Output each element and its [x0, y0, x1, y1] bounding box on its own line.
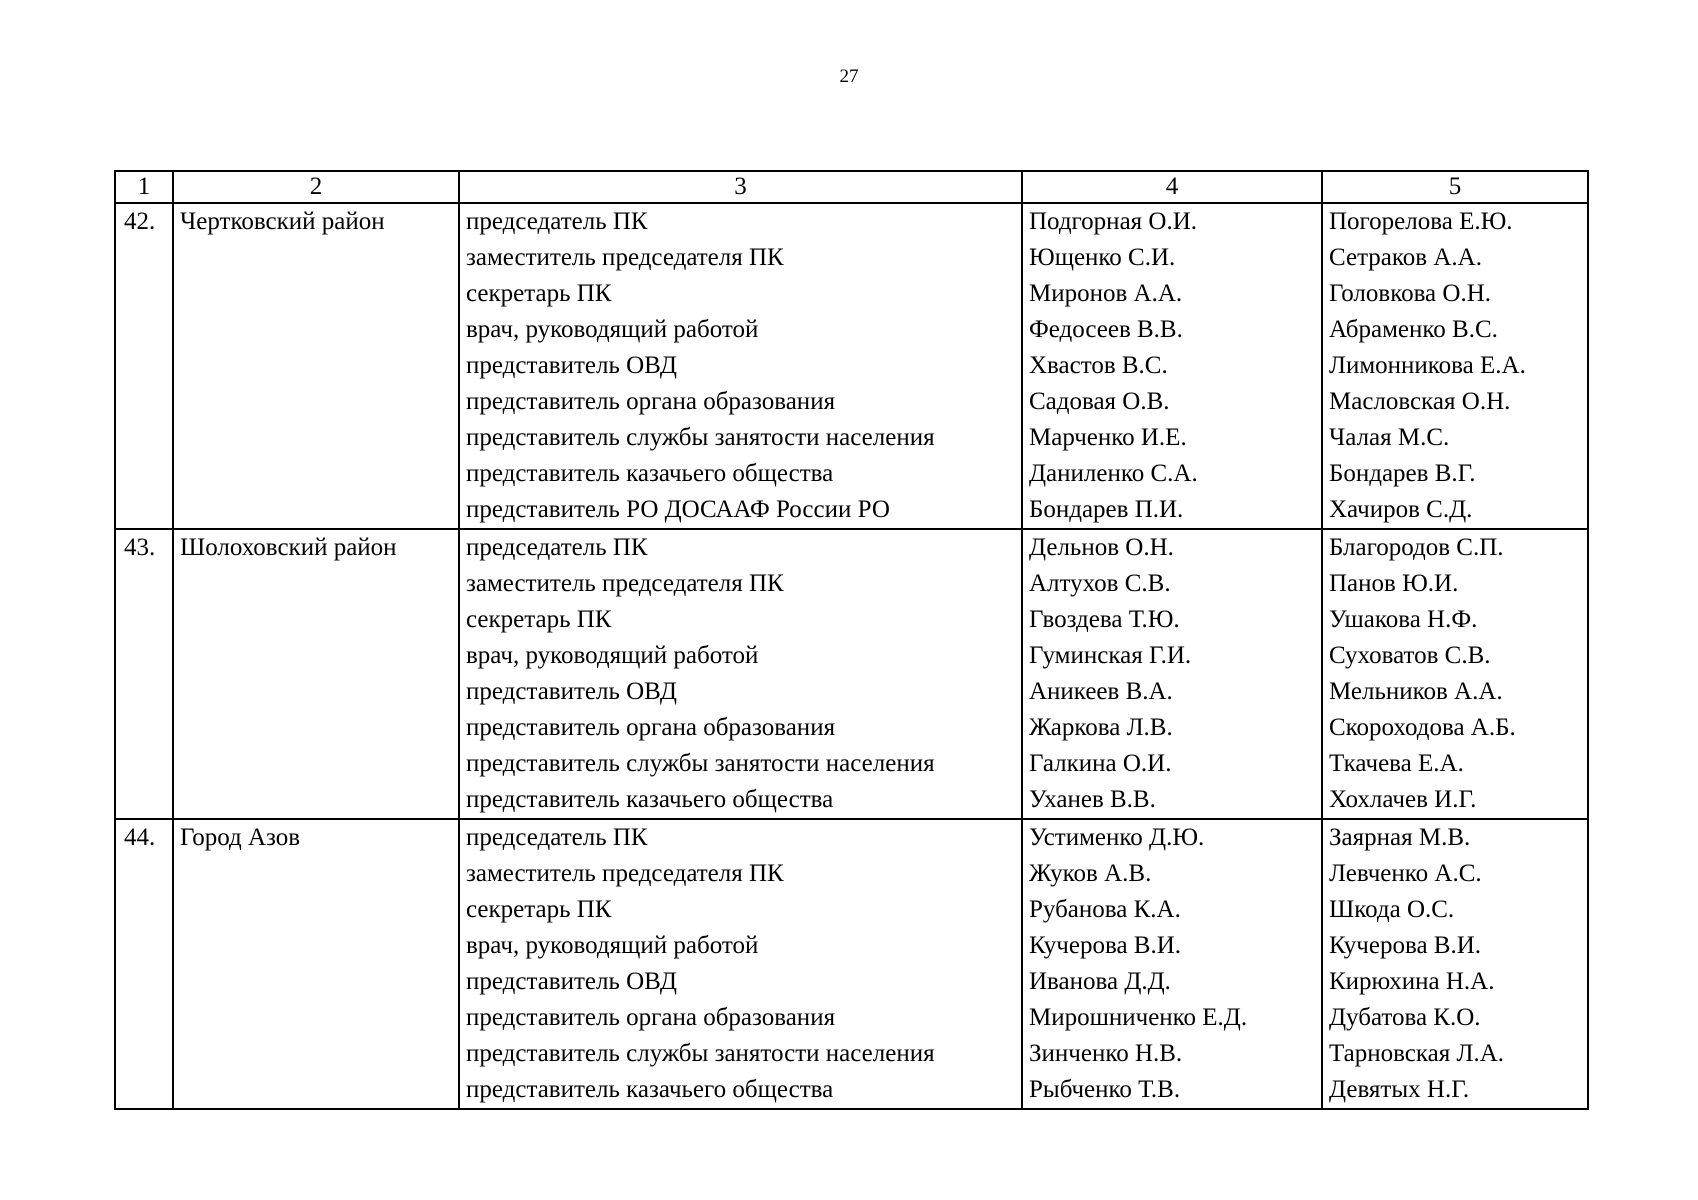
- table-row: [115, 203, 1588, 529]
- reserve-member-name: Головкова О.Н.: [1329, 280, 1492, 307]
- roles-cell: [459, 203, 1022, 529]
- role-label: представитель казачьего общества: [466, 1076, 834, 1103]
- reserve-member-name: Девятых Н.Г.: [1329, 1076, 1470, 1103]
- member-name: Рыбченко Т.В.: [1029, 1076, 1181, 1103]
- member-name: Бондарев П.И.: [1029, 496, 1184, 523]
- member-name: Садовая О.В.: [1029, 388, 1170, 415]
- role-label: представитель РО ДОСААФ России РО: [466, 496, 890, 523]
- row-number-cell: [115, 529, 173, 819]
- member-name: Зинченко Н.В.: [1029, 1040, 1183, 1067]
- reserve-member-name: Чалая М.С.: [1329, 424, 1450, 451]
- reserve-members-cell: [1322, 819, 1588, 1109]
- role-label: секретарь ПК: [466, 896, 612, 923]
- role-label: представитель службы занятости населения: [466, 424, 935, 451]
- member-name: Иванова Д.Д.: [1029, 968, 1171, 995]
- reserve-member-name: Благородов С.П.: [1329, 534, 1504, 561]
- role-label: заместитель председателя ПК: [466, 570, 784, 597]
- member-name: Гвоздева Т.Ю.: [1029, 606, 1180, 633]
- role-label: представитель ОВД: [466, 968, 677, 995]
- role-label: председатель ПК: [466, 534, 648, 561]
- member-name: Хвастов В.С.: [1029, 352, 1168, 379]
- reserve-member-name: Скороходова А.Б.: [1329, 714, 1516, 741]
- reserve-member-name: Шкода О.С.: [1329, 896, 1455, 923]
- member-name: Жуков А.В.: [1029, 860, 1152, 887]
- role-label: представитель казачьего общества: [466, 460, 834, 487]
- role-label: заместитель председателя ПК: [466, 244, 784, 271]
- members-cell: [1022, 819, 1322, 1109]
- table-row: [115, 819, 1588, 1109]
- reserve-member-name: Погорелова Е.Ю.: [1329, 208, 1513, 235]
- member-name: Алтухов С.В.: [1029, 570, 1171, 597]
- member-name: Устименко Д.Ю.: [1029, 824, 1205, 851]
- member-name: Дельнов О.Н.: [1029, 534, 1174, 561]
- role-label: врач, руководящий работой: [466, 932, 759, 959]
- member-name: Гуминская Г.И.: [1029, 642, 1192, 669]
- roles-cell: [459, 819, 1022, 1109]
- reserve-members-cell: [1322, 203, 1588, 529]
- role-label: представитель органа образования: [466, 1004, 836, 1031]
- row-number: 43.: [124, 534, 156, 561]
- member-name: Даниленко С.А.: [1029, 460, 1198, 487]
- member-name: Марченко И.Е.: [1029, 424, 1187, 451]
- member-name: Миронов А.А.: [1029, 280, 1183, 307]
- member-name: Рубанова К.А.: [1029, 896, 1181, 923]
- column-number: 5: [1322, 171, 1588, 203]
- role-label: секретарь ПК: [466, 606, 612, 633]
- role-label: представитель службы занятости населения: [466, 1040, 935, 1067]
- member-name: Мирошниченко Е.Д.: [1029, 1004, 1248, 1031]
- role-label: председатель ПК: [466, 824, 648, 851]
- row-number: 44.: [124, 824, 156, 851]
- member-name: Ющенко С.И.: [1029, 244, 1176, 271]
- reserve-member-name: Сетраков А.А.: [1329, 244, 1482, 271]
- reserve-member-name: Ткачева Е.А.: [1329, 750, 1464, 777]
- reserve-member-name: Дубатова К.О.: [1329, 1004, 1481, 1031]
- reserve-member-name: Мельников А.А.: [1329, 678, 1503, 705]
- table-row: [115, 529, 1588, 819]
- role-label: заместитель председателя ПК: [466, 860, 784, 887]
- reserve-member-name: Кирюхина Н.А.: [1329, 968, 1495, 995]
- territory-cell: [173, 203, 459, 529]
- roles-cell: [459, 529, 1022, 819]
- member-name: Кучерова В.И.: [1029, 932, 1182, 959]
- reserve-member-name: Левченко А.С.: [1329, 860, 1482, 887]
- column-number: 4: [1022, 171, 1322, 203]
- page-number: 27: [839, 66, 859, 87]
- members-cell: [1022, 203, 1322, 529]
- role-label: представитель ОВД: [466, 678, 677, 705]
- reserve-member-name: Ушакова Н.Ф.: [1329, 606, 1478, 633]
- member-name: Галкина О.И.: [1029, 750, 1172, 777]
- row-number-cell: [115, 819, 173, 1109]
- reserve-member-name: Хачиров С.Д.: [1329, 496, 1473, 523]
- territory-cell: [173, 529, 459, 819]
- member-name: Подгорная О.И.: [1029, 208, 1198, 235]
- role-label: секретарь ПК: [466, 280, 612, 307]
- reserve-members-cell: [1322, 529, 1588, 819]
- reserve-member-name: Суховатов С.В.: [1329, 642, 1491, 669]
- column-number: 2: [173, 171, 459, 203]
- role-label: врач, руководящий работой: [466, 642, 759, 669]
- role-label: врач, руководящий работой: [466, 316, 759, 343]
- member-name: Уханев В.В.: [1029, 786, 1156, 813]
- column-number: 1: [115, 171, 173, 203]
- row-number: 42.: [124, 208, 156, 235]
- row-number-cell: [115, 203, 173, 529]
- territory-name: Чертковский район: [180, 208, 385, 235]
- role-label: представитель казачьего общества: [466, 786, 834, 813]
- reserve-member-name: Масловская О.Н.: [1329, 388, 1511, 415]
- reserve-member-name: Лимонникова Е.А.: [1329, 352, 1526, 379]
- role-label: представитель ОВД: [466, 352, 677, 379]
- reserve-member-name: Заярная М.В.: [1329, 824, 1471, 851]
- reserve-member-name: Бондарев В.Г.: [1329, 460, 1476, 487]
- territory-name: Шолоховский район: [180, 534, 397, 561]
- reserve-member-name: Панов Ю.И.: [1329, 570, 1459, 597]
- territory-cell: [173, 819, 459, 1109]
- member-name: Федосеев В.В.: [1029, 316, 1183, 343]
- member-name: Аникеев В.А.: [1029, 678, 1173, 705]
- reserve-member-name: Хохлачев И.Г.: [1329, 786, 1477, 813]
- role-label: представитель органа образования: [466, 714, 836, 741]
- commission-table: [114, 170, 1589, 1110]
- column-number: 3: [459, 171, 1022, 203]
- territory-name: Город Азов: [180, 824, 301, 851]
- reserve-member-name: Тарновская Л.А.: [1329, 1040, 1504, 1067]
- column-number-row: [115, 171, 1588, 203]
- role-label: представитель службы занятости населения: [466, 750, 935, 777]
- reserve-member-name: Кучерова В.И.: [1329, 932, 1482, 959]
- reserve-member-name: Абраменко В.С.: [1329, 316, 1498, 343]
- member-name: Жаркова Л.В.: [1029, 714, 1173, 741]
- members-cell: [1022, 529, 1322, 819]
- role-label: представитель органа образования: [466, 388, 836, 415]
- role-label: председатель ПК: [466, 208, 648, 235]
